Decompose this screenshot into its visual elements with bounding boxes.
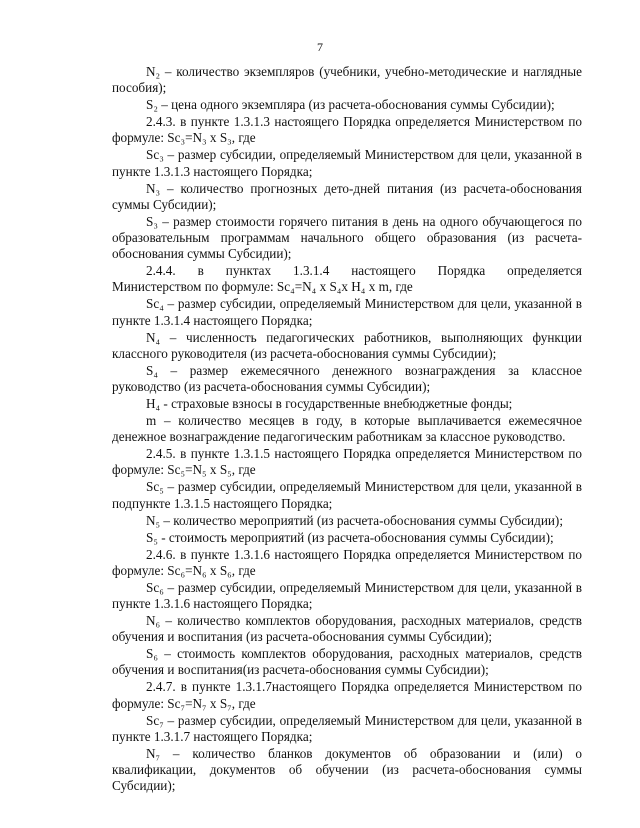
paragraph: H₄ - страховые взносы в государственные внебюджетные фонды; xyxy=(146,396,513,412)
paragraph: N₆ – количество комплектов оборудования, расходных материалов, средств обучения и воспитания (из расчета-обоснования суммы Субсидии); xyxy=(112,613,582,645)
paragraph: 2.4.5. в пункте 1.3.1.5 настоящего Порядка определяется Министерством по формуле: Sс₅=N₅ x S₅, где xyxy=(112,446,582,478)
document-body xyxy=(112,64,582,795)
page-number: 7 xyxy=(317,40,323,54)
word: в xyxy=(197,263,204,279)
paragraph-2-4-4-first-line xyxy=(112,263,582,279)
paragraph-2-4-4-continuation: Министерством по формуле: Sс₄=N₄ x S₄x H₄ x m, где xyxy=(112,279,413,295)
paragraph: N₅ – количество мероприятий (из расчета-обоснования суммы Субсидии); xyxy=(146,512,563,528)
paragraph: N₂ – количество экземпляров (учебники, учебно-методические и наглядные пособия); xyxy=(112,64,582,96)
paragraph: 2.4.3. в пункте 1.3.1.3 настоящего Порядка определяется Министерством по формуле: Sс₃=N₃ x S₃, где xyxy=(112,114,582,146)
paragraph: 2.4.6. в пункте 1.3.1.6 настоящего Порядка определяется Министерством по формуле: Sс₆=N₆ x S₆, где xyxy=(112,546,582,578)
paragraph: 2.4.7. в пункте 1.3.1.7настоящего Порядка определяется Министерством по формуле: Sс₇=N₇ x S₇, где xyxy=(112,679,582,711)
paragraph: Sс₄ – размер субсидии, определяемый Министерством для цели, указанной в пункте 1.3.1.4 настоящего Порядка; xyxy=(112,296,582,328)
paragraph: S₅ - стоимость мероприятий (из расчета-обоснования суммы Субсидии); xyxy=(146,529,554,545)
paragraph: Sс₇ – размер субсидии, определяемый Министерством для цели, указанной в пункте 1.3.1.7 настоящего Порядка; xyxy=(112,712,582,744)
paragraph: N₃ – количество прогнозных дето-дней питания (из расчета-обоснования суммы Субсидии); xyxy=(112,180,582,212)
word: настоящего xyxy=(351,263,416,279)
word: 2.4.4. xyxy=(146,263,176,279)
paragraph: N₇ – количество бланков документов об образовании и (или) о квалификации, документов об обучении (из расчета-обоснования суммы Субсидии); xyxy=(112,745,582,794)
paragraph: N₄ – численность педагогических работников, выполняющих функции классного руководителя (из расчета-обоснования суммы Субсидии); xyxy=(112,329,582,361)
paragraph: m – количество месяцев в году, в которые выплачивается ежемесячное денежное вознаграждение педагогическим работникам за классное руководство. xyxy=(112,413,582,445)
paragraph: Sс₅ – размер субсидии, определяемый Министерством для цели, указанной в подпункте 1.3.1.5 настоящего Порядка; xyxy=(112,479,582,511)
paragraph: S₄ – размер ежемесячного денежного вознаграждения за классное руководство (из расчета-обоснования суммы Субсидии); xyxy=(112,362,582,395)
paragraph: Sс₃ – размер субсидии, определяемый Министерством для цели, указанной в пункте 1.3.1.3 настоящего Порядка; xyxy=(112,147,582,179)
paragraph: S₂ – цена одного экземпляра (из расчета-обоснования суммы Субсидии); xyxy=(146,97,555,113)
word: пунктах xyxy=(225,263,272,279)
paragraph: S₆ – стоимость комплектов оборудования, расходных материалов, средств обучения и воспитания(из расчета-обоснования суммы Субсидии); xyxy=(112,646,582,678)
paragraph: Sс₆ – размер субсидии, определяемый Министерством для цели, указанной в пункте 1.3.1.6 настоящего Порядка; xyxy=(112,579,582,612)
paragraph: S₃ – размер стоимости горячего питания в день на одного обучающегося по образовательным программам начального общего образования (из расчета-обоснования суммы Субсидии); xyxy=(112,213,582,262)
word: Порядка xyxy=(437,263,486,279)
word: 1.3.1.4 xyxy=(293,263,330,279)
word: определяется xyxy=(507,263,582,279)
